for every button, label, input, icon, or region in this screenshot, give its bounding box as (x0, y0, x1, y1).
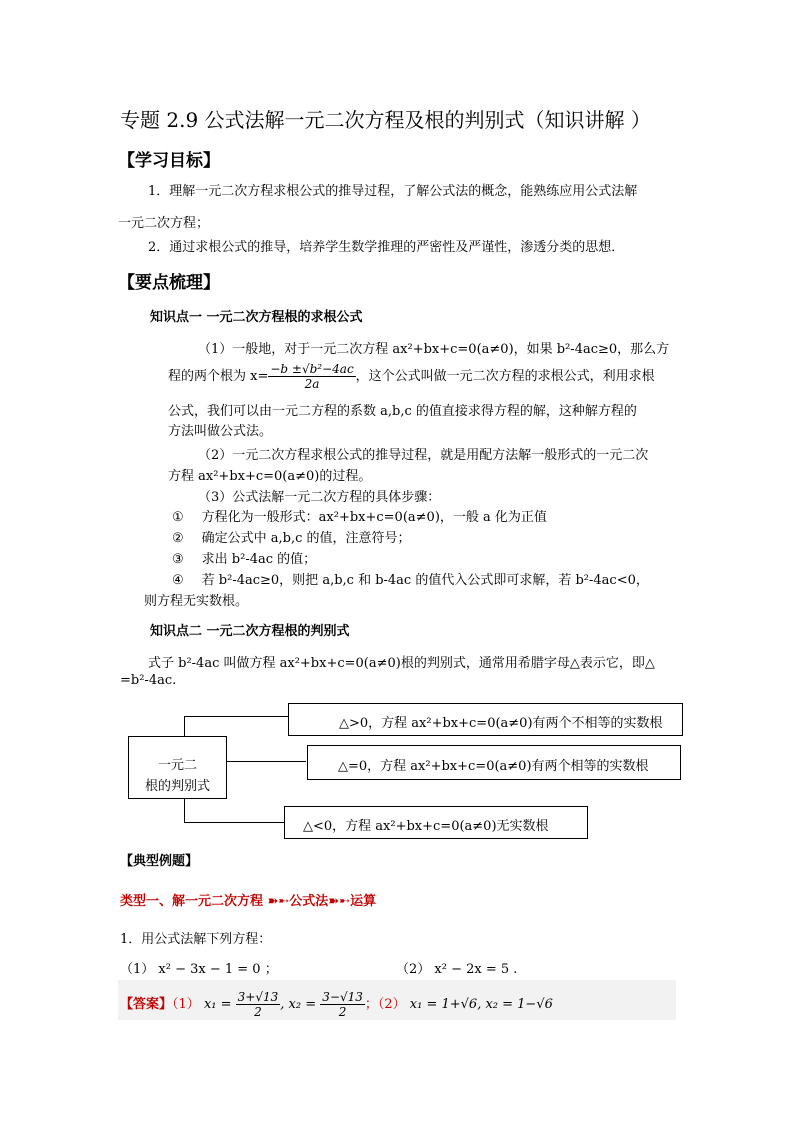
answer-fraction-2 (320, 990, 365, 1019)
step-number: ② (172, 531, 184, 546)
discriminant-center-box (128, 736, 227, 799)
center-line-2: 根的判别式 (144, 779, 210, 794)
kp1-paragraph-1b (168, 362, 655, 391)
answer-x2: , x₂ = (280, 997, 317, 1012)
kp1-paragraph-1c: 公式，我们可以由一元二方程的系数 a,b,c 的值直接求得方程的解，这种解方程的 (168, 404, 637, 419)
kp1-text-pre: 程的两个根为 x= (168, 369, 269, 384)
step-4 (172, 569, 649, 588)
objective-1: 1．理解一元二次方程求根公式的推导过程，了解公式法的概念，能熟练应用公式法解 (148, 184, 638, 199)
connector-line (184, 798, 185, 822)
kp2-heading: 知识点二 一元二次方程根的判别式 (150, 624, 350, 639)
step-number: ④ (172, 573, 184, 588)
answer-label: 【答案】 (120, 997, 173, 1012)
kp1-text-post: ，这个公式叫做一元二次方程的求根公式，利用求根 (355, 369, 655, 384)
case-positive-text: △>0，方程 ax²+bx+c=0(a≠0)有两个不相等的实数根 (339, 716, 663, 731)
kp1-paragraph-2a: （2）一元二次方程求根公式的推导过程，就是用配方法解一般形式的一元二次 (198, 448, 649, 463)
step-text: 确定公式中 a,b,c 的值，注意符号； (201, 531, 411, 546)
answer-part-2: x₁ = 1+√6, x₂ = 1−√6 (409, 997, 553, 1012)
answer-fraction-1 (236, 990, 281, 1019)
kp1-paragraph-1d: 方法叫做公式法。 (168, 424, 273, 439)
step-text: 方程化为一般形式：ax²+bx+c=0(a≠0)，一般 a 化为正值 (201, 510, 547, 525)
step-text: 求出 b²-4ac 的值； (201, 552, 317, 567)
question-1a: （1） x² − 3x − 1 = 0 ； (120, 962, 278, 977)
type1-heading: 类型一、解一元二次方程 ➽➸公式法➽➸运算 (120, 894, 377, 909)
answer-part-1-label: （1） (172, 997, 200, 1012)
fraction-numerator: 3−√13 (322, 990, 363, 1004)
examples-heading: 【典型例题】 (120, 854, 199, 869)
case-negative-box (284, 806, 588, 839)
center-line-1: 一元二 (157, 758, 197, 773)
connector-line (184, 716, 185, 736)
case-zero-box (307, 745, 681, 780)
step-4-cont: 则方程无实数根。 (144, 594, 249, 609)
fraction-denominator: 2 (338, 1005, 347, 1019)
kp2-paragraph-b: =b²-4ac. (120, 673, 177, 688)
question-1: 1．用公式法解下列方程： (120, 932, 272, 947)
case-zero-text: △=0，方程 ax²+bx+c=0(a≠0)有两个相等的实数根 (338, 759, 649, 774)
answer-separator: ；（2） (364, 997, 406, 1012)
formula-denominator: 2a (304, 377, 320, 391)
answer-line (120, 990, 553, 1019)
answer-x1: x₁ = (203, 997, 232, 1012)
objective-1-cont: 一元二次方程； (118, 216, 210, 231)
step-2 (172, 527, 411, 546)
formula-numerator: −b ±√b²−4ac (270, 362, 354, 376)
question-1b: （2） x² − 2x = 5 . (396, 962, 518, 977)
kp1-paragraph-2b: 方程 ax²+bx+c=0(a≠0)的过程。 (168, 469, 372, 484)
step-number: ③ (172, 552, 184, 567)
fraction-numerator: 3+√13 (237, 990, 279, 1004)
connector-line (226, 761, 306, 762)
kp2-paragraph-a: 式子 b²-4ac 叫做方程 ax²+bx+c=0(a≠0)根的判别式，通常用希腊字母△表示它，即△ (148, 656, 655, 671)
fraction-denominator: 2 (254, 1005, 262, 1019)
objectives-heading: 【学习目标】 (118, 151, 220, 171)
kp1-paragraph-3: （3）公式法解一元二次方程的具体步骤： (198, 490, 441, 505)
quadratic-formula (268, 362, 355, 391)
case-negative-text: △<0，方程 ax²+bx+c=0(a≠0)无实数根 (303, 819, 549, 834)
connector-line (184, 716, 288, 717)
kp1-paragraph-1a: （1）一般地，对于一元二次方程 ax²+bx+c=0(a≠0)，如果 b²-4ac≥0，那么方 (198, 342, 670, 357)
page-title: 专题 2.9 公式法解一元二次方程及根的判别式（知识讲解 ） (120, 108, 651, 132)
step-text: 若 b²-4ac≥0，则把 a,b,c 和 b-4ac 的值代入公式即可求解，若 b²-4ac<0， (201, 573, 649, 588)
objective-2: 2．通过求根公式的推导，培养学生数学推理的严密性及严谨性，渗透分类的思想． (148, 240, 625, 255)
step-1 (172, 506, 547, 525)
connector-line (184, 822, 284, 823)
points-heading: 【要点梳理】 (118, 273, 220, 293)
step-number: ① (172, 510, 184, 525)
step-3 (172, 548, 316, 567)
case-positive-box (288, 703, 683, 736)
kp1-heading: 知识点一 一元二次方程根的求根公式 (150, 310, 363, 325)
